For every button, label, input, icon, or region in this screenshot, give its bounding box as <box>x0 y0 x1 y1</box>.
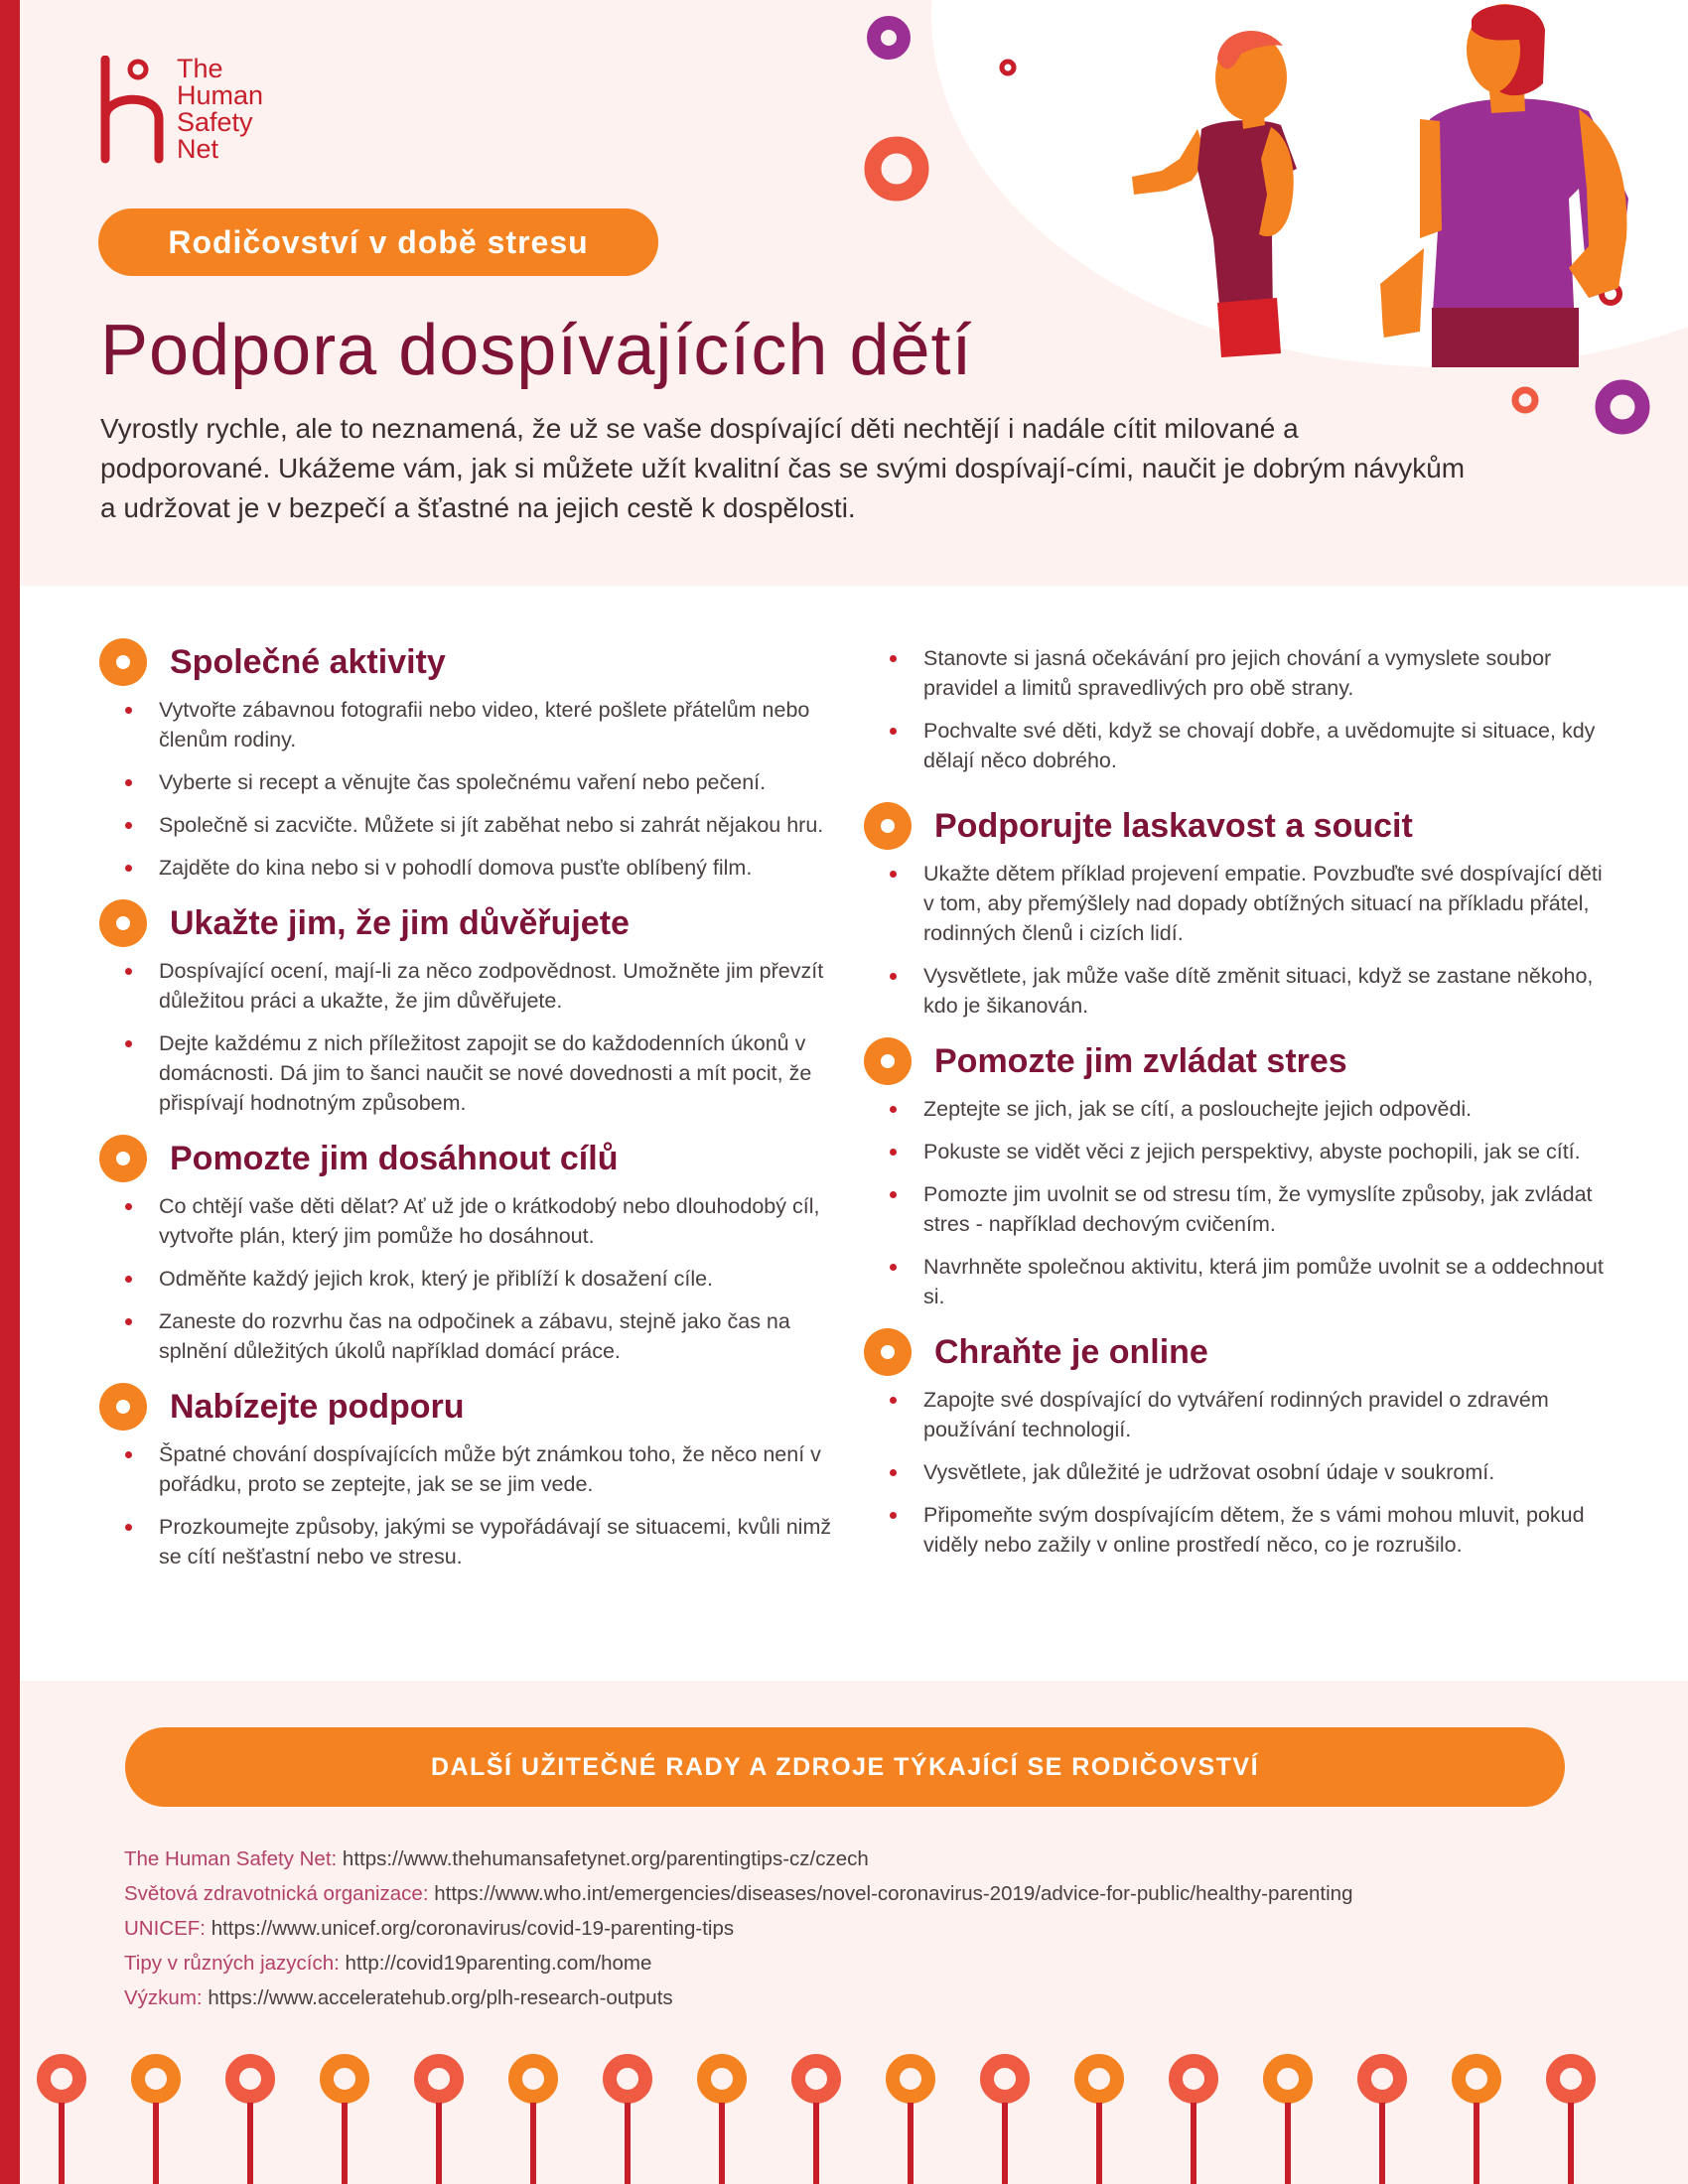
section-protect-online <box>864 1325 1618 1560</box>
intro-paragraph: Vyrostly rychle, ale to neznamená, že už se vaše dospívající děti nechtějí i nadále cítit milované a podporované. Ukážeme vám, jak si můžete užít kvalitní čas se svými dospívají-cími, naučit je dobrým návykům a udržovat je v bezpečí a šťastné na jejich cestě k dospělosti. <box>100 413 1466 523</box>
link-label: The Human Safety Net: <box>124 1847 338 1870</box>
resource-link[interactable]: http://covid19parenting.com/home <box>345 1952 652 1975</box>
section-header <box>99 896 854 950</box>
resource-link-row <box>124 1876 1614 1911</box>
section-title: Chraňte je online <box>934 1332 1208 1371</box>
section-show-trust <box>99 896 854 1118</box>
section-reach-goals <box>99 1132 854 1366</box>
link-label: Výzkum: <box>124 1986 203 2009</box>
list-item: Společně si zacvičte. Můžete si jít zaběhat nebo si zahrát nějakou hru. <box>99 810 844 840</box>
brand-line: Human <box>177 80 264 110</box>
list-item: Ukažte dětem příklad projevení empatie. Povzbuďte své dospívající děti v tom, aby přemýšlely nad dopady obtížných situací na příkladu přátel, rodinných členů i cizích lidí. <box>864 859 1609 948</box>
page-title: Podpora dospívajících dětí <box>100 311 973 390</box>
orange-circle-icon <box>99 899 147 947</box>
resource-link[interactable]: https://www.who.int/emergencies/diseases/novel-coronavirus-2019/advice-for-public/healthy-parenting <box>434 1882 1353 1905</box>
bullet-list <box>99 1191 854 1366</box>
list-item: Prozkoumejte způsoby, jakými se vypořádávají se situacemi, kvůli nimž se cítí nešťastní nebo ve stresu. <box>99 1512 844 1571</box>
section-offer-support <box>99 1380 854 1571</box>
list-item: Dejte každému z nich příležitost zapojit se do každodenních úkonů v domácnosti. Dá jim to šanci naučit se nové dovednosti a mít pocit, že přispívají hodnotným způsobem. <box>99 1028 844 1118</box>
bullet-list <box>99 956 854 1118</box>
section-title: Pomozte jim dosáhnout cílů <box>170 1139 619 1177</box>
orange-circle-icon <box>864 1037 912 1085</box>
section-title: Společné aktivity <box>170 642 446 681</box>
list-item: Zapojte své dospívající do vytváření rodinných pravidel o zdravém používání technologií. <box>864 1385 1609 1444</box>
resource-link-row <box>124 1946 1614 1980</box>
list-item: Stanovte si jasná očekávání pro jejich chování a vymyslete soubor pravidel a limitů spravedlivých pro obě strany. <box>864 643 1609 703</box>
list-item: Co chtějí vaše děti dělat? Ať už jde o krátkodobý nebo dlouhodobý cíl, vytvořte plán, který jim pomůže ho dosáhnout. <box>99 1191 844 1251</box>
right-column <box>864 643 1618 1573</box>
left-red-stripe <box>0 0 20 2184</box>
bullet-list <box>99 695 854 883</box>
list-item: Zeptejte se jich, jak se cítí, a poslouchejte jejich odpovědi. <box>864 1094 1609 1124</box>
resource-link-row <box>124 1911 1614 1946</box>
orange-circle-icon <box>99 1383 147 1431</box>
resource-link-row <box>124 1842 1614 1876</box>
list-item: Navrhněte společnou aktivitu, která jim pomůže uvolnit se a oddechnout si. <box>864 1252 1609 1311</box>
resource-links <box>124 1842 1614 2015</box>
section-header <box>864 799 1618 853</box>
section-title: Podporujte laskavost a soucit <box>934 806 1413 845</box>
resource-link[interactable]: https://www.unicef.org/coronavirus/covid-19-parenting-tips <box>211 1917 735 1940</box>
link-label: Světová zdravotnická organizace: <box>124 1882 429 1905</box>
bullet-list <box>864 859 1618 1021</box>
list-item: Zaneste do rozvrhu čas na odpočinek a zábavu, stejně jako čas na splnění důležitých úkolů například domácí práce. <box>99 1306 844 1366</box>
section-header <box>99 1132 854 1185</box>
list-item: Vysvětlete, jak může vaše dítě změnit situaci, když se zastane někoho, kdo je šikanován. <box>864 961 1609 1021</box>
link-label: Tipy v různých jazycích: <box>124 1952 340 1975</box>
section-header <box>99 1380 854 1433</box>
section-header <box>864 1325 1618 1379</box>
section-header <box>864 1034 1618 1088</box>
section-title: Nabízejte podporu <box>170 1387 465 1426</box>
list-item: Špatné chování dospívajících může být známkou toho, že něco není v pořádku, proto se zeptejte, jak se se jim vede. <box>99 1439 844 1499</box>
section-header <box>99 635 854 689</box>
resource-link[interactable]: https://www.thehumansafetynet.org/parentingtips-cz/czech <box>342 1847 869 1870</box>
brand-line: Safety <box>177 107 253 137</box>
brand-name <box>177 56 263 163</box>
bullet-list <box>864 1385 1618 1560</box>
teenagers-illustration <box>1122 0 1658 367</box>
section-title: Ukažte jim, že jim důvěřujete <box>170 903 630 942</box>
brand-line: Net <box>177 134 219 164</box>
section-shared-activities <box>99 635 854 883</box>
list-item: Odměňte každý jejich krok, který je přiblíží k dosažení cíle. <box>99 1264 844 1294</box>
list-item: Pokuste se vidět věci z jejich perspektivy, abyste pochopili, jak se cítí. <box>864 1137 1609 1166</box>
resource-link-row <box>124 1980 1614 2015</box>
bottom-decorative-rings <box>20 2053 1688 2184</box>
list-item: Dospívající ocení, mají-li za něco zodpovědnost. Umožněte jim převzít důležitou práci a ukažte, že jim důvěřujete. <box>99 956 844 1016</box>
resource-link[interactable]: https://www.acceleratehub.org/plh-research-outputs <box>208 1986 673 2009</box>
brand-line: The <box>177 54 223 83</box>
list-item: Připomeňte svým dospívajícím dětem, že s vámi mohou mluvit, pokud viděly nebo zažily v online prostředí něco, co je rozrušilo. <box>864 1500 1609 1560</box>
section-kindness <box>864 799 1618 1021</box>
section-title: Pomozte jim zvládat stres <box>934 1041 1347 1080</box>
list-item: Vyberte si recept a věnujte čas společnému vaření nebo pečení. <box>99 767 844 797</box>
left-column <box>99 635 854 1585</box>
list-item: Zajděte do kina nebo si v pohodlí domova pusťte oblíbený film. <box>99 853 844 883</box>
orange-circle-icon <box>99 1135 147 1182</box>
bullet-list <box>864 1094 1618 1311</box>
section-manage-stress <box>864 1034 1618 1311</box>
link-label: UNICEF: <box>124 1917 206 1940</box>
orange-circle-icon <box>864 802 912 850</box>
bullet-list <box>99 1439 854 1571</box>
orange-circle-icon <box>864 1328 912 1376</box>
list-item: Pochvalte své děti, když se chovají dobře, a uvědomujte si situace, kdy dělají něco dobrého. <box>864 716 1609 775</box>
list-item: Vysvětlete, jak důležité je udržovat osobní údaje v soukromí. <box>864 1457 1609 1487</box>
topic-tag: Rodičovství v době stresu <box>98 208 658 276</box>
orange-circle-icon <box>99 638 147 686</box>
bullet-list-continued <box>864 643 1618 775</box>
list-item: Vytvořte zábavnou fotografii nebo video, které pošlete přátelům nebo členům rodiny. <box>99 695 844 754</box>
list-item: Pomozte jim uvolnit se od stresu tím, že vymyslíte způsoby, jak zvládat stres - například dechovým cvičením. <box>864 1179 1609 1239</box>
more-resources-button[interactable]: DALŠÍ UŽITEČNÉ RADY A ZDROJE TÝKAJÍCÍ SE RODIČOVSTVÍ <box>125 1727 1565 1807</box>
